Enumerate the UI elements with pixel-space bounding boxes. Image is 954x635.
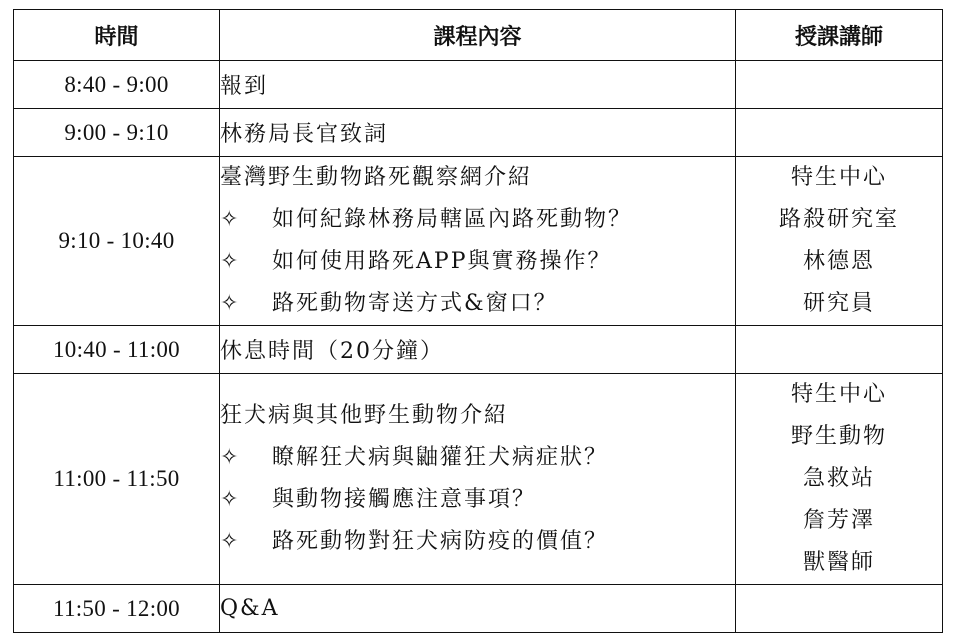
- session-title: 狂犬病與其他野生動物介紹: [220, 403, 509, 428]
- header-time: 時間: [14, 10, 220, 61]
- session-item: [220, 521, 735, 563]
- schedule-table: [13, 9, 943, 633]
- session-item: [220, 241, 735, 283]
- content-cell: 林務局長官致詞: [220, 109, 736, 157]
- table-row: [14, 157, 943, 326]
- teacher-cell: [736, 61, 943, 109]
- teacher-line: 林德恩: [802, 249, 875, 274]
- time-cell: 11:50 - 12:00: [14, 585, 220, 633]
- diamond-bullet-icon: ✧: [220, 291, 239, 316]
- teacher-cell: [736, 326, 943, 374]
- session-item: [220, 199, 735, 241]
- header-content: 課程內容: [220, 10, 736, 61]
- session-item-text: 與動物接觸應注意事項？: [272, 487, 537, 512]
- content-cell: [220, 374, 736, 585]
- schedule-sheet: [13, 9, 942, 633]
- content-cell: Q&A: [220, 585, 736, 633]
- session-title: 臺灣野生動物路死觀察網介紹: [220, 165, 533, 190]
- time-cell: 10:40 - 11:00: [14, 326, 220, 374]
- session-item: [220, 437, 735, 479]
- time-cell: 8:40 - 9:00: [14, 61, 220, 109]
- teacher-line: 詹芳澤: [802, 508, 875, 533]
- diamond-bullet-icon: ✧: [220, 249, 239, 274]
- session-item: [220, 479, 735, 521]
- teacher-line: 野生動物: [790, 424, 887, 449]
- session-item-text: 瞭解狂犬病與鼬獾狂犬病症狀？: [272, 445, 609, 470]
- teacher-line: 研究員: [802, 291, 875, 316]
- content-cell: [220, 157, 736, 326]
- table-row: [14, 61, 943, 109]
- teacher-line: 特生中心: [790, 382, 887, 407]
- teacher-cell: [736, 109, 943, 157]
- table-row: [14, 109, 943, 157]
- time-cell: 9:00 - 9:10: [14, 109, 220, 157]
- table-row: [14, 326, 943, 374]
- diamond-bullet-icon: ✧: [220, 529, 239, 554]
- table-row: [14, 374, 943, 585]
- content-cell: 報到: [220, 61, 736, 109]
- teacher-line: 特生中心: [790, 165, 887, 190]
- time-cell: 11:00 - 11:50: [14, 374, 220, 585]
- table-row: [14, 585, 943, 633]
- teacher-cell: [736, 157, 943, 326]
- session-item-text: 如何紀錄林務局轄區內路死動物？: [272, 207, 633, 232]
- content-cell: 休息時間（20分鐘）: [220, 326, 736, 374]
- session-item-text: 如何使用路死APP與實務操作？: [272, 249, 612, 274]
- time-cell: 9:10 - 10:40: [14, 157, 220, 326]
- header-row: [14, 10, 943, 61]
- session-item-text: 路死動物對狂犬病防疫的價值？: [272, 529, 609, 554]
- teacher-line: 路殺研究室: [778, 207, 899, 232]
- teacher-cell: [736, 585, 943, 633]
- teacher-cell: [736, 374, 943, 585]
- teacher-line: 獸醫師: [802, 550, 875, 575]
- header-teacher: 授課講師: [736, 10, 943, 61]
- teacher-line: 急救站: [802, 466, 875, 491]
- diamond-bullet-icon: ✧: [220, 445, 239, 470]
- diamond-bullet-icon: ✧: [220, 487, 239, 512]
- session-item: [220, 283, 735, 325]
- diamond-bullet-icon: ✧: [220, 207, 239, 232]
- session-item-text: 路死動物寄送方式&窗口？: [272, 291, 558, 316]
